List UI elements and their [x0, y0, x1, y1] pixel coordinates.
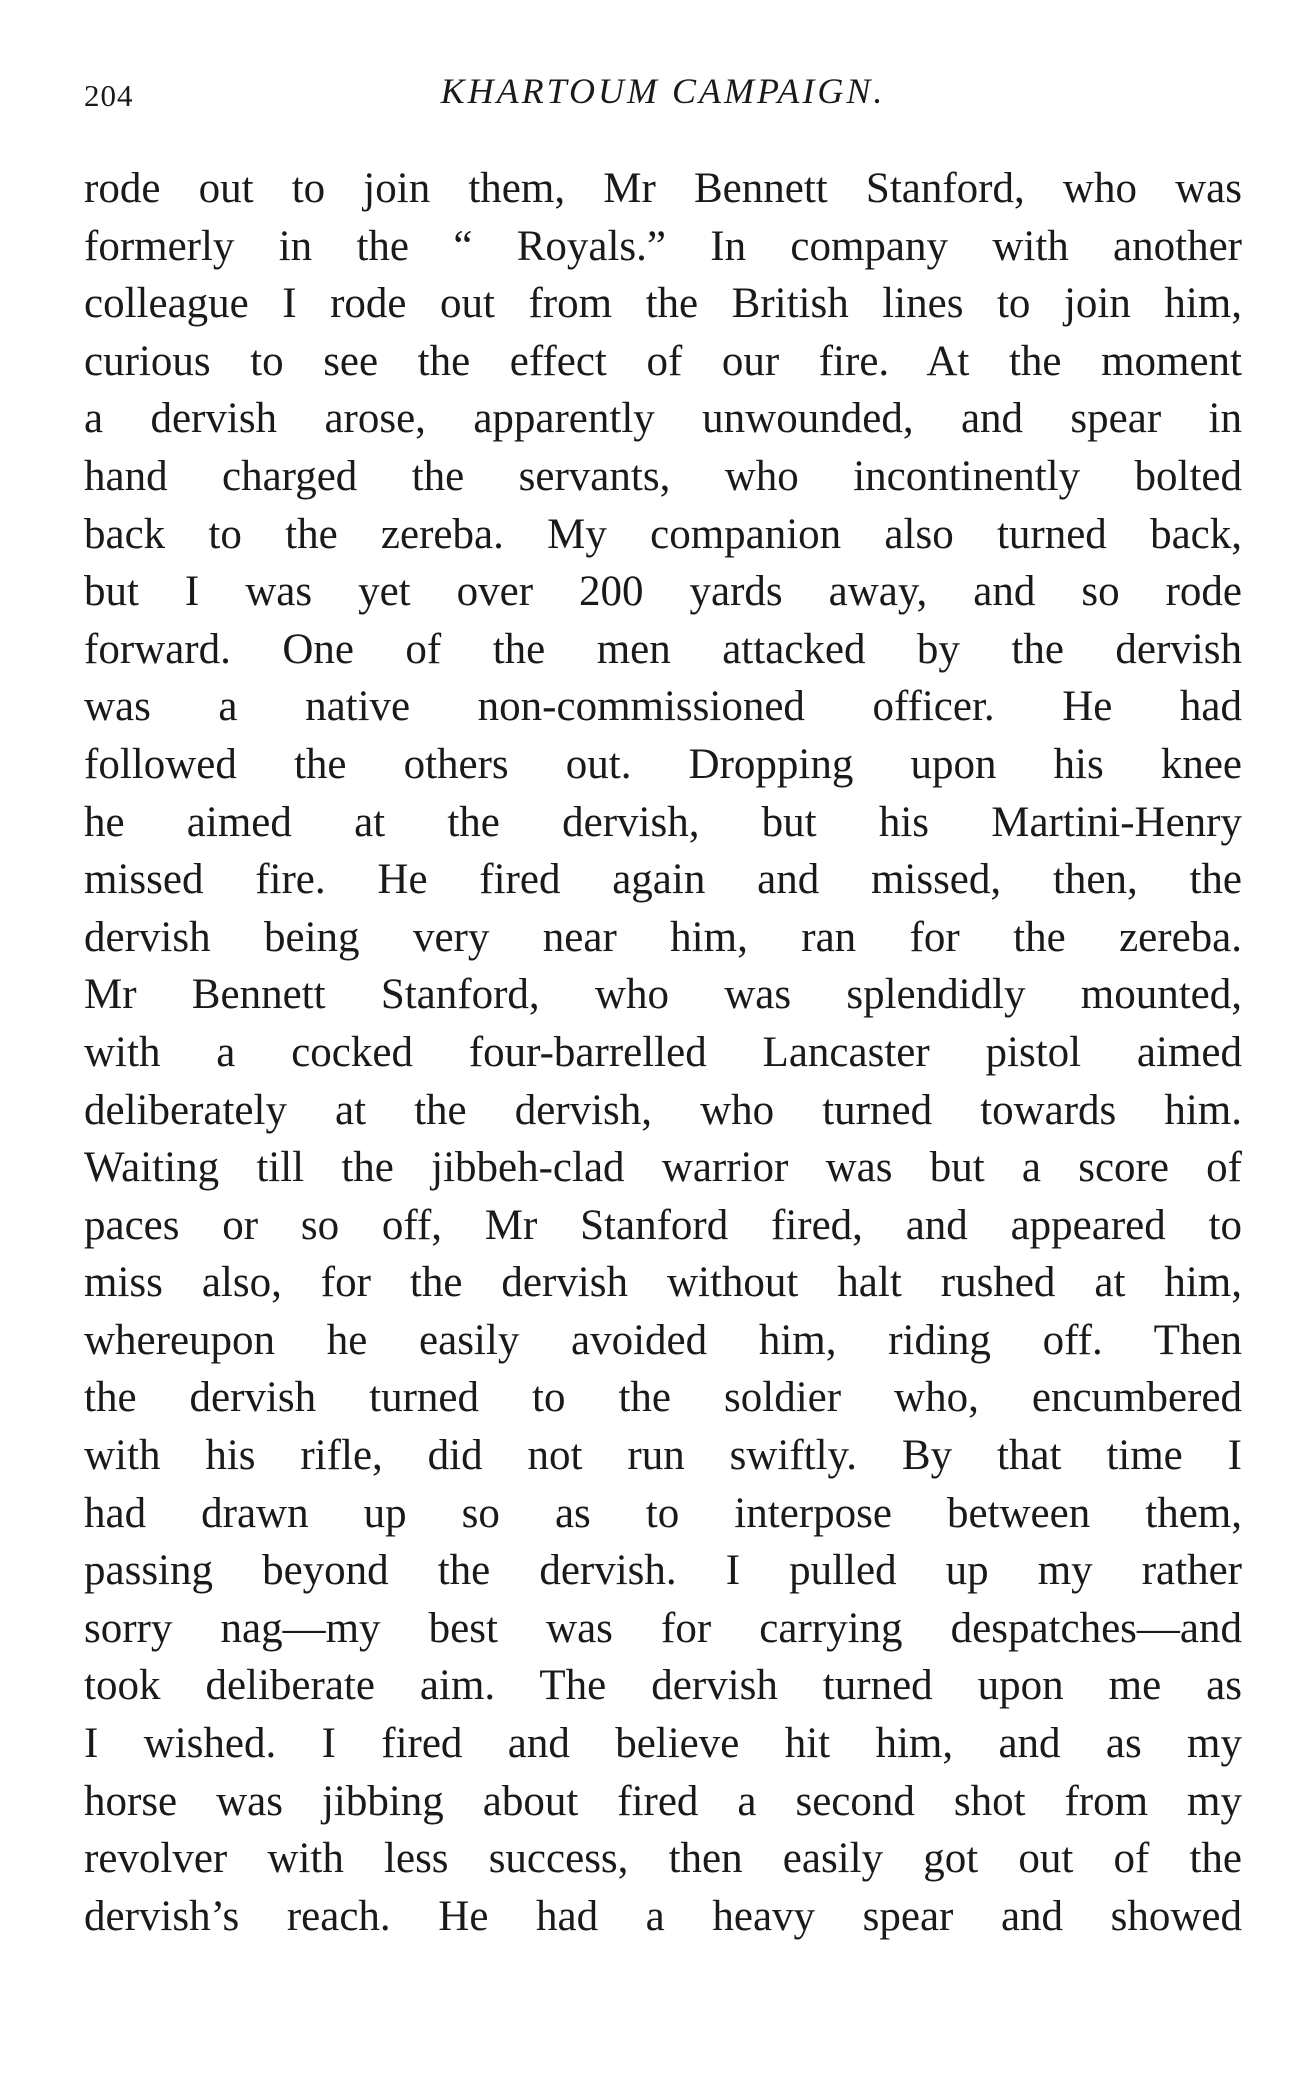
text-line: forward. One of the men attacked by the dervish — [84, 625, 1242, 673]
text-line: Mr Bennett Stanford, who was splendidly mounted, — [84, 971, 1242, 1019]
text-line: miss also, for the dervish without halt rushed at him, — [84, 1259, 1242, 1307]
text-line: deliberately at the dervish, who turned towards him. — [84, 1086, 1242, 1134]
text-line: revolver with less success, then easily got out of the — [84, 1835, 1242, 1883]
text-line: with a cocked four-barrelled Lancaster pistol aimed — [84, 1028, 1242, 1076]
text-line: back to the zereba. My companion also turned back, — [84, 510, 1242, 558]
running-title: KHARTOUM CAMPAIGN. — [440, 71, 886, 111]
text-line: but I was yet over 200 yards away, and so rode — [84, 568, 1242, 616]
text-line: horse was jibbing about fired a second shot from my — [84, 1777, 1242, 1825]
text-line: followed the others out. Dropping upon his knee — [84, 740, 1242, 788]
text-line: Waiting till the jibbeh-clad warrior was but a score of — [84, 1144, 1242, 1192]
text-line: dervish’s reach. He had a heavy spear and showed — [84, 1892, 1242, 1940]
text-line: he aimed at the dervish, but his Martini-Henry — [84, 798, 1242, 846]
text-line: took deliberate aim. The dervish turned upon me as — [84, 1662, 1242, 1710]
text-line: dervish being very near him, ran for the zereba. — [84, 913, 1242, 961]
text-line: paces or so off, Mr Stanford fired, and appeared to — [84, 1201, 1242, 1249]
text-line: hand charged the servants, who incontinently bolted — [84, 452, 1242, 500]
text-line: missed fire. He fired again and missed, then, the — [84, 856, 1242, 904]
text-line: curious to see the effect of our fire. At the moment — [84, 337, 1242, 385]
text-line: sorry nag—my best was for carrying despatches—and — [84, 1604, 1242, 1652]
text-line: was a native non-commissioned officer. He had — [84, 683, 1242, 731]
page-number: 204 — [84, 78, 134, 113]
text-line: formerly in the “ Royals.” In company with another — [84, 222, 1242, 270]
text-line: with his rifle, did not run swiftly. By that time I — [84, 1432, 1242, 1480]
text-line: whereupon he easily avoided him, riding off. Then — [84, 1316, 1242, 1364]
text-line: the dervish turned to the soldier who, encumbered — [84, 1374, 1242, 1422]
text-line: passing beyond the dervish. I pulled up my rather — [84, 1547, 1242, 1595]
page-header — [84, 70, 1242, 130]
text-line: I wished. I fired and believe hit him, and as my — [84, 1720, 1242, 1768]
body-text — [84, 160, 1242, 1945]
text-line: colleague I rode out from the British lines to join him, — [84, 280, 1242, 328]
text-line: rode out to join them, Mr Bennett Stanford, who was — [84, 165, 1242, 212]
text-line: had drawn up so as to interpose between them, — [84, 1489, 1242, 1537]
text-line: a dervish arose, apparently unwounded, and spear in — [84, 395, 1242, 443]
